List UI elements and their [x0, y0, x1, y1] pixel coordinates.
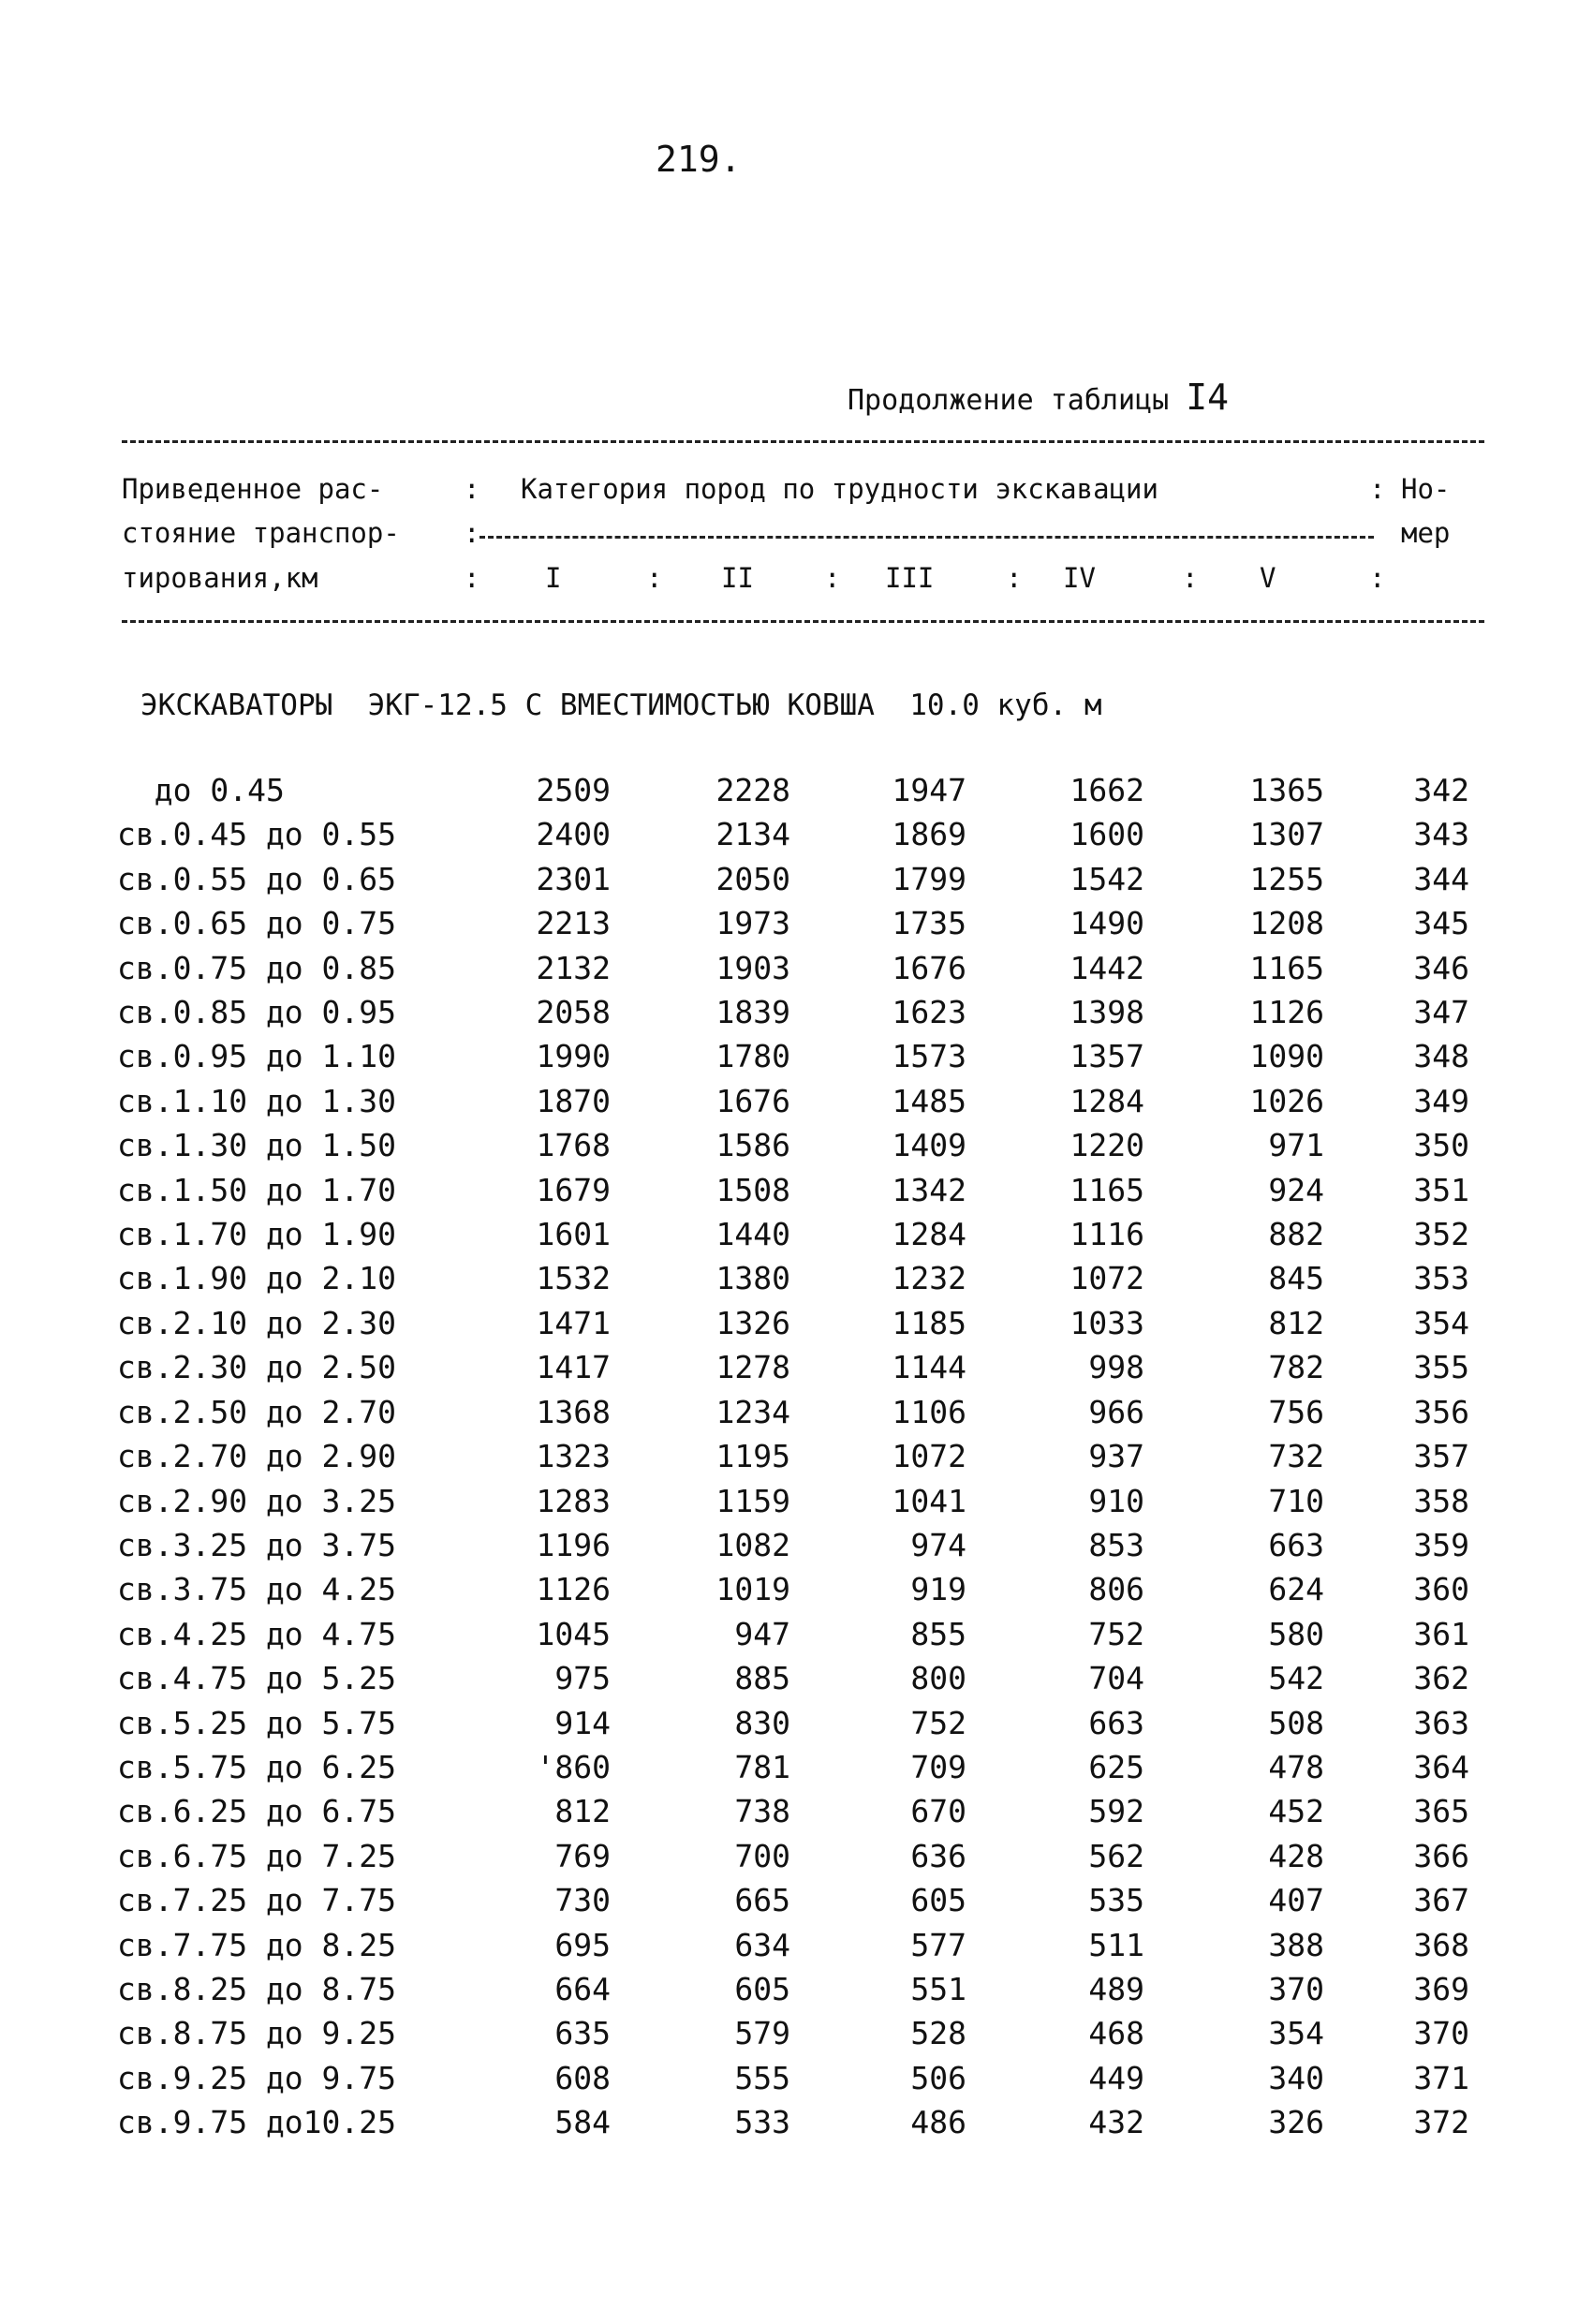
row-number-cell: 347	[1413, 994, 1469, 1031]
category-III-cell: 709	[910, 1748, 966, 1785]
category-V-cell: 1208	[1249, 905, 1324, 942]
table-row	[117, 1745, 1469, 1789]
category-III-cell: 919	[910, 1571, 966, 1608]
distance-range-cell: св.7.25 до 7.75	[117, 1882, 397, 1919]
category-V-cell: 971	[1268, 1127, 1324, 1164]
category-I-cell: 2301	[536, 860, 611, 897]
header-category-III: III	[885, 562, 935, 594]
category-IV-cell: 432	[1088, 2104, 1144, 2141]
category-III-cell: 1144	[892, 1349, 966, 1386]
category-II-cell: 1440	[715, 1216, 790, 1253]
category-II-cell: 1780	[715, 1038, 790, 1075]
category-V-cell: 845	[1268, 1260, 1324, 1297]
page-number: 219.	[656, 139, 742, 180]
distance-range-cell: св.1.50 до 1.70	[117, 1171, 397, 1208]
category-I-cell: 608	[554, 2059, 611, 2096]
header-separator: :	[464, 562, 480, 594]
table-row	[117, 1701, 1469, 1745]
header-number-line-2: мер	[1401, 517, 1451, 549]
category-II-cell: 634	[734, 1926, 790, 1963]
category-I-cell: 2132	[536, 949, 611, 986]
header-separator: :	[464, 517, 480, 549]
data-table	[117, 768, 1469, 2145]
category-I-cell: 1045	[536, 1615, 611, 1652]
category-III-cell: 1185	[892, 1304, 966, 1341]
header-separator: :	[824, 562, 841, 594]
row-number-cell: 357	[1413, 1438, 1469, 1475]
category-III-cell: 551	[910, 1970, 966, 2007]
table-row	[117, 1923, 1469, 1967]
table-row	[117, 1034, 1469, 1078]
row-number-cell: 343	[1413, 816, 1469, 853]
category-II-cell: 555	[734, 2059, 790, 2096]
header-separator: :	[646, 562, 663, 594]
category-III-cell: 800	[910, 1660, 966, 1697]
table-row	[117, 1390, 1469, 1434]
table-number: I4	[1186, 377, 1229, 418]
category-III-cell: 1106	[892, 1393, 966, 1430]
category-III-cell: 1284	[892, 1216, 966, 1253]
category-V-cell: 428	[1268, 1837, 1324, 1874]
category-V-cell: 370	[1268, 1970, 1324, 2007]
category-V-cell: 1026	[1249, 1082, 1324, 1119]
distance-range-cell: св.2.50 до 2.70	[117, 1393, 397, 1430]
table-row	[117, 1567, 1469, 1611]
category-II-cell: 885	[734, 1660, 790, 1697]
row-number-cell: 365	[1413, 1793, 1469, 1830]
category-I-cell: 2058	[536, 994, 611, 1031]
table-row	[117, 1479, 1469, 1523]
category-II-cell: 1380	[715, 1260, 790, 1297]
header-distance-line-2: стояние транспор-	[122, 517, 400, 549]
distance-range-cell: св.0.65 до 0.75	[117, 905, 397, 942]
table-row	[117, 1434, 1469, 1478]
category-V-cell: 1090	[1249, 1038, 1324, 1075]
category-IV-cell: 1072	[1069, 1260, 1144, 1297]
distance-range-cell: св.6.75 до 7.25	[117, 1837, 397, 1874]
category-III-cell: 1799	[892, 860, 966, 897]
category-III-cell: 577	[910, 1926, 966, 1963]
category-III-cell: 1573	[892, 1038, 966, 1075]
distance-range-cell: св.3.25 до 3.75	[117, 1526, 397, 1563]
distance-range-cell: св.2.70 до 2.90	[117, 1438, 397, 1475]
category-I-cell: 1990	[536, 1038, 611, 1075]
row-number-cell: 369	[1413, 1970, 1469, 2007]
distance-range-cell: св.1.30 до 1.50	[117, 1127, 397, 1164]
category-I-cell: 812	[554, 1793, 611, 1830]
category-I-cell: 1368	[536, 1393, 611, 1430]
category-V-cell: 354	[1268, 2015, 1324, 2052]
category-III-cell: 1869	[892, 816, 966, 853]
distance-range-cell: св.1.90 до 2.10	[117, 1260, 397, 1297]
row-number-cell: 372	[1413, 2104, 1469, 2141]
category-IV-cell: 1357	[1069, 1038, 1144, 1075]
row-number-cell: 342	[1413, 772, 1469, 808]
category-I-cell: 1768	[536, 1127, 611, 1164]
category-III-cell: 528	[910, 2015, 966, 2052]
category-II-cell: 1839	[715, 994, 790, 1031]
category-V-cell: 478	[1268, 1748, 1324, 1785]
category-IV-cell: 1165	[1069, 1171, 1144, 1208]
category-I-cell: 2509	[536, 772, 611, 808]
row-number-cell: 355	[1413, 1349, 1469, 1386]
row-number-cell: 364	[1413, 1748, 1469, 1785]
category-III-cell: 1409	[892, 1127, 966, 1164]
category-I-cell: '860	[536, 1748, 611, 1785]
header-separator: :	[1369, 562, 1386, 594]
category-II-cell: 2228	[715, 772, 790, 808]
category-I-cell: 664	[554, 1970, 611, 2007]
category-III-cell: 974	[910, 1526, 966, 1563]
header-category-I: I	[545, 562, 562, 594]
distance-range-cell: св.5.75 до 6.25	[117, 1748, 397, 1785]
category-II-cell: 605	[734, 1970, 790, 2007]
category-II-cell: 1903	[715, 949, 790, 986]
category-V-cell: 1126	[1249, 994, 1324, 1031]
category-IV-cell: 1116	[1069, 1216, 1144, 1253]
row-number-cell: 345	[1413, 905, 1469, 942]
table-row	[117, 946, 1469, 990]
category-II-cell: 2050	[715, 860, 790, 897]
distance-range-cell: св.0.45 до 0.55	[117, 816, 397, 853]
distance-range-cell: св.1.70 до 1.90	[117, 1216, 397, 1253]
category-II-cell: 1159	[715, 1482, 790, 1519]
category-III-cell: 855	[910, 1615, 966, 1652]
category-V-cell: 1307	[1249, 816, 1324, 853]
category-V-cell: 326	[1268, 2104, 1324, 2141]
category-V-cell: 710	[1268, 1482, 1324, 1519]
category-IV-cell: 1284	[1069, 1082, 1144, 1119]
table-row	[117, 1834, 1469, 1878]
category-V-cell: 542	[1268, 1660, 1324, 1697]
category-II-cell: 1973	[715, 905, 790, 942]
category-III-cell: 1342	[892, 1171, 966, 1208]
row-number-cell: 370	[1413, 2015, 1469, 2052]
data-table-body	[117, 768, 1469, 2145]
distance-range-cell: св.0.75 до 0.85	[117, 949, 397, 986]
distance-range-cell: св.0.85 до 0.95	[117, 994, 397, 1031]
row-number-cell: 371	[1413, 2059, 1469, 2096]
category-IV-cell: 966	[1088, 1393, 1144, 1430]
category-I-cell: 1870	[536, 1082, 611, 1119]
distance-range-cell: св.5.25 до 5.75	[117, 1704, 397, 1741]
category-II-cell: 579	[734, 2015, 790, 2052]
category-V-cell: 407	[1268, 1882, 1324, 1919]
category-III-cell: 1072	[892, 1438, 966, 1475]
table-row	[117, 1612, 1469, 1656]
table-row	[117, 901, 1469, 945]
table-row	[117, 1789, 1469, 1833]
category-II-cell: 1082	[715, 1526, 790, 1563]
category-II-cell: 947	[734, 1615, 790, 1652]
category-III-cell: 636	[910, 1837, 966, 1874]
distance-range-cell: св.2.10 до 2.30	[117, 1304, 397, 1341]
row-number-cell: 352	[1413, 1216, 1469, 1253]
table-row	[117, 1123, 1469, 1167]
table-row	[117, 1345, 1469, 1389]
category-V-cell: 452	[1268, 1793, 1324, 1830]
table-row	[117, 1079, 1469, 1123]
category-IV-cell: 910	[1088, 1482, 1144, 1519]
table-row	[117, 990, 1469, 1034]
category-III-cell: 486	[910, 2104, 966, 2141]
category-IV-cell: 625	[1088, 1748, 1144, 1785]
header-separator: :	[464, 473, 480, 505]
category-II-cell: 665	[734, 1882, 790, 1919]
distance-range-cell: св.9.75 до10.25	[117, 2104, 397, 2141]
row-number-cell: 366	[1413, 1837, 1469, 1874]
header-category-II: II	[721, 562, 754, 594]
category-III-cell: 1623	[892, 994, 966, 1031]
category-II-cell: 1195	[715, 1438, 790, 1475]
category-V-cell: 924	[1268, 1171, 1324, 1208]
distance-range-cell: св.1.10 до 1.30	[117, 1082, 397, 1119]
row-number-cell: 358	[1413, 1482, 1469, 1519]
category-V-cell: 1165	[1249, 949, 1324, 986]
category-V-cell: 340	[1268, 2059, 1324, 2096]
category-IV-cell: 937	[1088, 1438, 1144, 1475]
row-number-cell: 362	[1413, 1660, 1469, 1697]
row-number-cell: 363	[1413, 1704, 1469, 1741]
category-III-cell: 1735	[892, 905, 966, 942]
category-V-cell: 1255	[1249, 860, 1324, 897]
category-IV-cell: 1490	[1069, 905, 1144, 942]
category-I-cell: 635	[554, 2015, 611, 2052]
table-row	[117, 857, 1469, 901]
category-II-cell: 533	[734, 2104, 790, 2141]
category-III-cell: 1485	[892, 1082, 966, 1119]
category-IV-cell: 1033	[1069, 1304, 1144, 1341]
header-separator: :	[1369, 473, 1386, 505]
header-separator: :	[1182, 562, 1199, 594]
row-number-cell: 359	[1413, 1526, 1469, 1563]
category-IV-cell: 1220	[1069, 1127, 1144, 1164]
header-top-rule	[122, 440, 1484, 443]
row-number-cell: 367	[1413, 1882, 1469, 1919]
category-I-cell: 1417	[536, 1349, 611, 1386]
header-category-V: V	[1260, 562, 1276, 594]
category-IV-cell: 511	[1088, 1926, 1144, 1963]
section-title: ЭКСКАВАТОРЫ ЭКГ-12.5 С ВМЕСТИМОСТЬЮ КОВША 10.0 куб. м	[140, 688, 1102, 722]
distance-range-cell: св.4.75 до 5.25	[117, 1660, 397, 1697]
row-number-cell: 353	[1413, 1260, 1469, 1297]
category-V-cell: 624	[1268, 1571, 1324, 1608]
header-inner-rule	[479, 536, 1374, 539]
category-II-cell: 2134	[715, 816, 790, 853]
category-III-cell: 752	[910, 1704, 966, 1741]
category-I-cell: 730	[554, 1882, 611, 1919]
distance-range-cell: св.2.30 до 2.50	[117, 1349, 397, 1386]
table-row	[117, 1256, 1469, 1300]
category-II-cell: 1586	[715, 1127, 790, 1164]
category-IV-cell: 1542	[1069, 860, 1144, 897]
header-category-IV: IV	[1063, 562, 1096, 594]
category-II-cell: 1019	[715, 1571, 790, 1608]
category-IV-cell: 1442	[1069, 949, 1144, 986]
category-IV-cell: 449	[1088, 2059, 1144, 2096]
category-III-cell: 1947	[892, 772, 966, 808]
header-distance-line-1: Приведенное рас-	[122, 473, 384, 505]
category-I-cell: 1126	[536, 1571, 611, 1608]
category-V-cell: 756	[1268, 1393, 1324, 1430]
continuation-label: Продолжение таблицы	[848, 384, 1170, 417]
header-separator: :	[1006, 562, 1023, 594]
category-IV-cell: 468	[1088, 2015, 1144, 2052]
row-number-cell: 354	[1413, 1304, 1469, 1341]
header-bottom-rule	[122, 620, 1484, 623]
category-IV-cell: 592	[1088, 1793, 1144, 1830]
distance-range-cell: св.3.75 до 4.25	[117, 1571, 397, 1608]
category-V-cell: 580	[1268, 1615, 1324, 1652]
distance-range-cell: св.0.55 до 0.65	[117, 860, 397, 897]
category-I-cell: 1283	[536, 1482, 611, 1519]
row-number-cell: 351	[1413, 1171, 1469, 1208]
row-number-cell: 360	[1413, 1571, 1469, 1608]
category-II-cell: 1326	[715, 1304, 790, 1341]
table-row	[117, 1212, 1469, 1256]
row-number-cell: 349	[1413, 1082, 1469, 1119]
category-IV-cell: 704	[1088, 1660, 1144, 1697]
distance-range-cell: св.4.25 до 4.75	[117, 1615, 397, 1652]
category-I-cell: 1601	[536, 1216, 611, 1253]
header-number-line-1: Но-	[1401, 473, 1451, 505]
category-V-cell: 663	[1268, 1526, 1324, 1563]
table-row	[117, 768, 1469, 812]
table-row	[117, 2056, 1469, 2100]
distance-range-cell: св.8.25 до 8.75	[117, 1970, 397, 2007]
category-IV-cell: 1600	[1069, 816, 1144, 853]
continuation-caption	[848, 377, 1229, 418]
category-II-cell: 1508	[715, 1171, 790, 1208]
distance-range-cell: св.6.25 до 6.75	[117, 1793, 397, 1830]
category-II-cell: 1278	[715, 1349, 790, 1386]
category-I-cell: 695	[554, 1926, 611, 1963]
category-IV-cell: 489	[1088, 1970, 1144, 2007]
table-row	[117, 2011, 1469, 2055]
category-V-cell: 812	[1268, 1304, 1324, 1341]
category-V-cell: 508	[1268, 1704, 1324, 1741]
table-row	[117, 1168, 1469, 1212]
table-row	[117, 1656, 1469, 1700]
category-II-cell: 700	[734, 1837, 790, 1874]
category-III-cell: 506	[910, 2059, 966, 2096]
category-II-cell: 1676	[715, 1082, 790, 1119]
distance-range-cell: св.7.75 до 8.25	[117, 1926, 397, 1963]
row-number-cell: 361	[1413, 1615, 1469, 1652]
category-IV-cell: 998	[1088, 1349, 1144, 1386]
category-IV-cell: 562	[1088, 1837, 1144, 1874]
category-I-cell: 1679	[536, 1171, 611, 1208]
distance-range-cell: св.0.95 до 1.10	[117, 1038, 397, 1075]
distance-range-cell: св.2.90 до 3.25	[117, 1482, 397, 1519]
category-III-cell: 670	[910, 1793, 966, 1830]
category-III-cell: 1041	[892, 1482, 966, 1519]
distance-range-cell: св.8.75 до 9.25	[117, 2015, 397, 2052]
category-I-cell: 975	[554, 1660, 611, 1697]
distance-range-cell: до 0.45	[117, 772, 285, 808]
category-IV-cell: 663	[1088, 1704, 1144, 1741]
category-IV-cell: 1398	[1069, 994, 1144, 1031]
row-number-cell: 356	[1413, 1393, 1469, 1430]
category-IV-cell: 752	[1088, 1615, 1144, 1652]
category-III-cell: 1232	[892, 1260, 966, 1297]
category-II-cell: 738	[734, 1793, 790, 1830]
category-IV-cell: 535	[1088, 1882, 1144, 1919]
category-IV-cell: 1662	[1069, 772, 1144, 808]
category-V-cell: 1365	[1249, 772, 1324, 808]
category-II-cell: 830	[734, 1704, 790, 1741]
header-category-title: Категория пород по трудности экскавации	[521, 473, 1158, 505]
row-number-cell: 348	[1413, 1038, 1469, 1075]
table-row	[117, 812, 1469, 856]
category-I-cell: 914	[554, 1704, 611, 1741]
category-I-cell: 1471	[536, 1304, 611, 1341]
category-I-cell: 584	[554, 2104, 611, 2141]
category-V-cell: 732	[1268, 1438, 1324, 1475]
table-row	[117, 1967, 1469, 2011]
row-number-cell: 346	[1413, 949, 1469, 986]
category-I-cell: 1532	[536, 1260, 611, 1297]
distance-range-cell: св.9.25 до 9.75	[117, 2059, 397, 2096]
header-distance-line-3: тирования,км	[122, 562, 318, 594]
category-V-cell: 882	[1268, 1216, 1324, 1253]
table-row	[117, 1878, 1469, 1922]
row-number-cell: 350	[1413, 1127, 1469, 1164]
table-row	[117, 1301, 1469, 1345]
category-III-cell: 605	[910, 1882, 966, 1919]
category-III-cell: 1676	[892, 949, 966, 986]
category-V-cell: 782	[1268, 1349, 1324, 1386]
row-number-cell: 368	[1413, 1926, 1469, 1963]
row-number-cell: 344	[1413, 860, 1469, 897]
category-I-cell: 1196	[536, 1526, 611, 1563]
category-II-cell: 1234	[715, 1393, 790, 1430]
category-II-cell: 781	[734, 1748, 790, 1785]
table-row	[117, 2100, 1469, 2144]
table-row	[117, 1523, 1469, 1567]
category-I-cell: 2213	[536, 905, 611, 942]
category-I-cell: 1323	[536, 1438, 611, 1475]
category-I-cell: 2400	[536, 816, 611, 853]
category-V-cell: 388	[1268, 1926, 1324, 1963]
category-IV-cell: 806	[1088, 1571, 1144, 1608]
category-IV-cell: 853	[1088, 1526, 1144, 1563]
category-I-cell: 769	[554, 1837, 611, 1874]
